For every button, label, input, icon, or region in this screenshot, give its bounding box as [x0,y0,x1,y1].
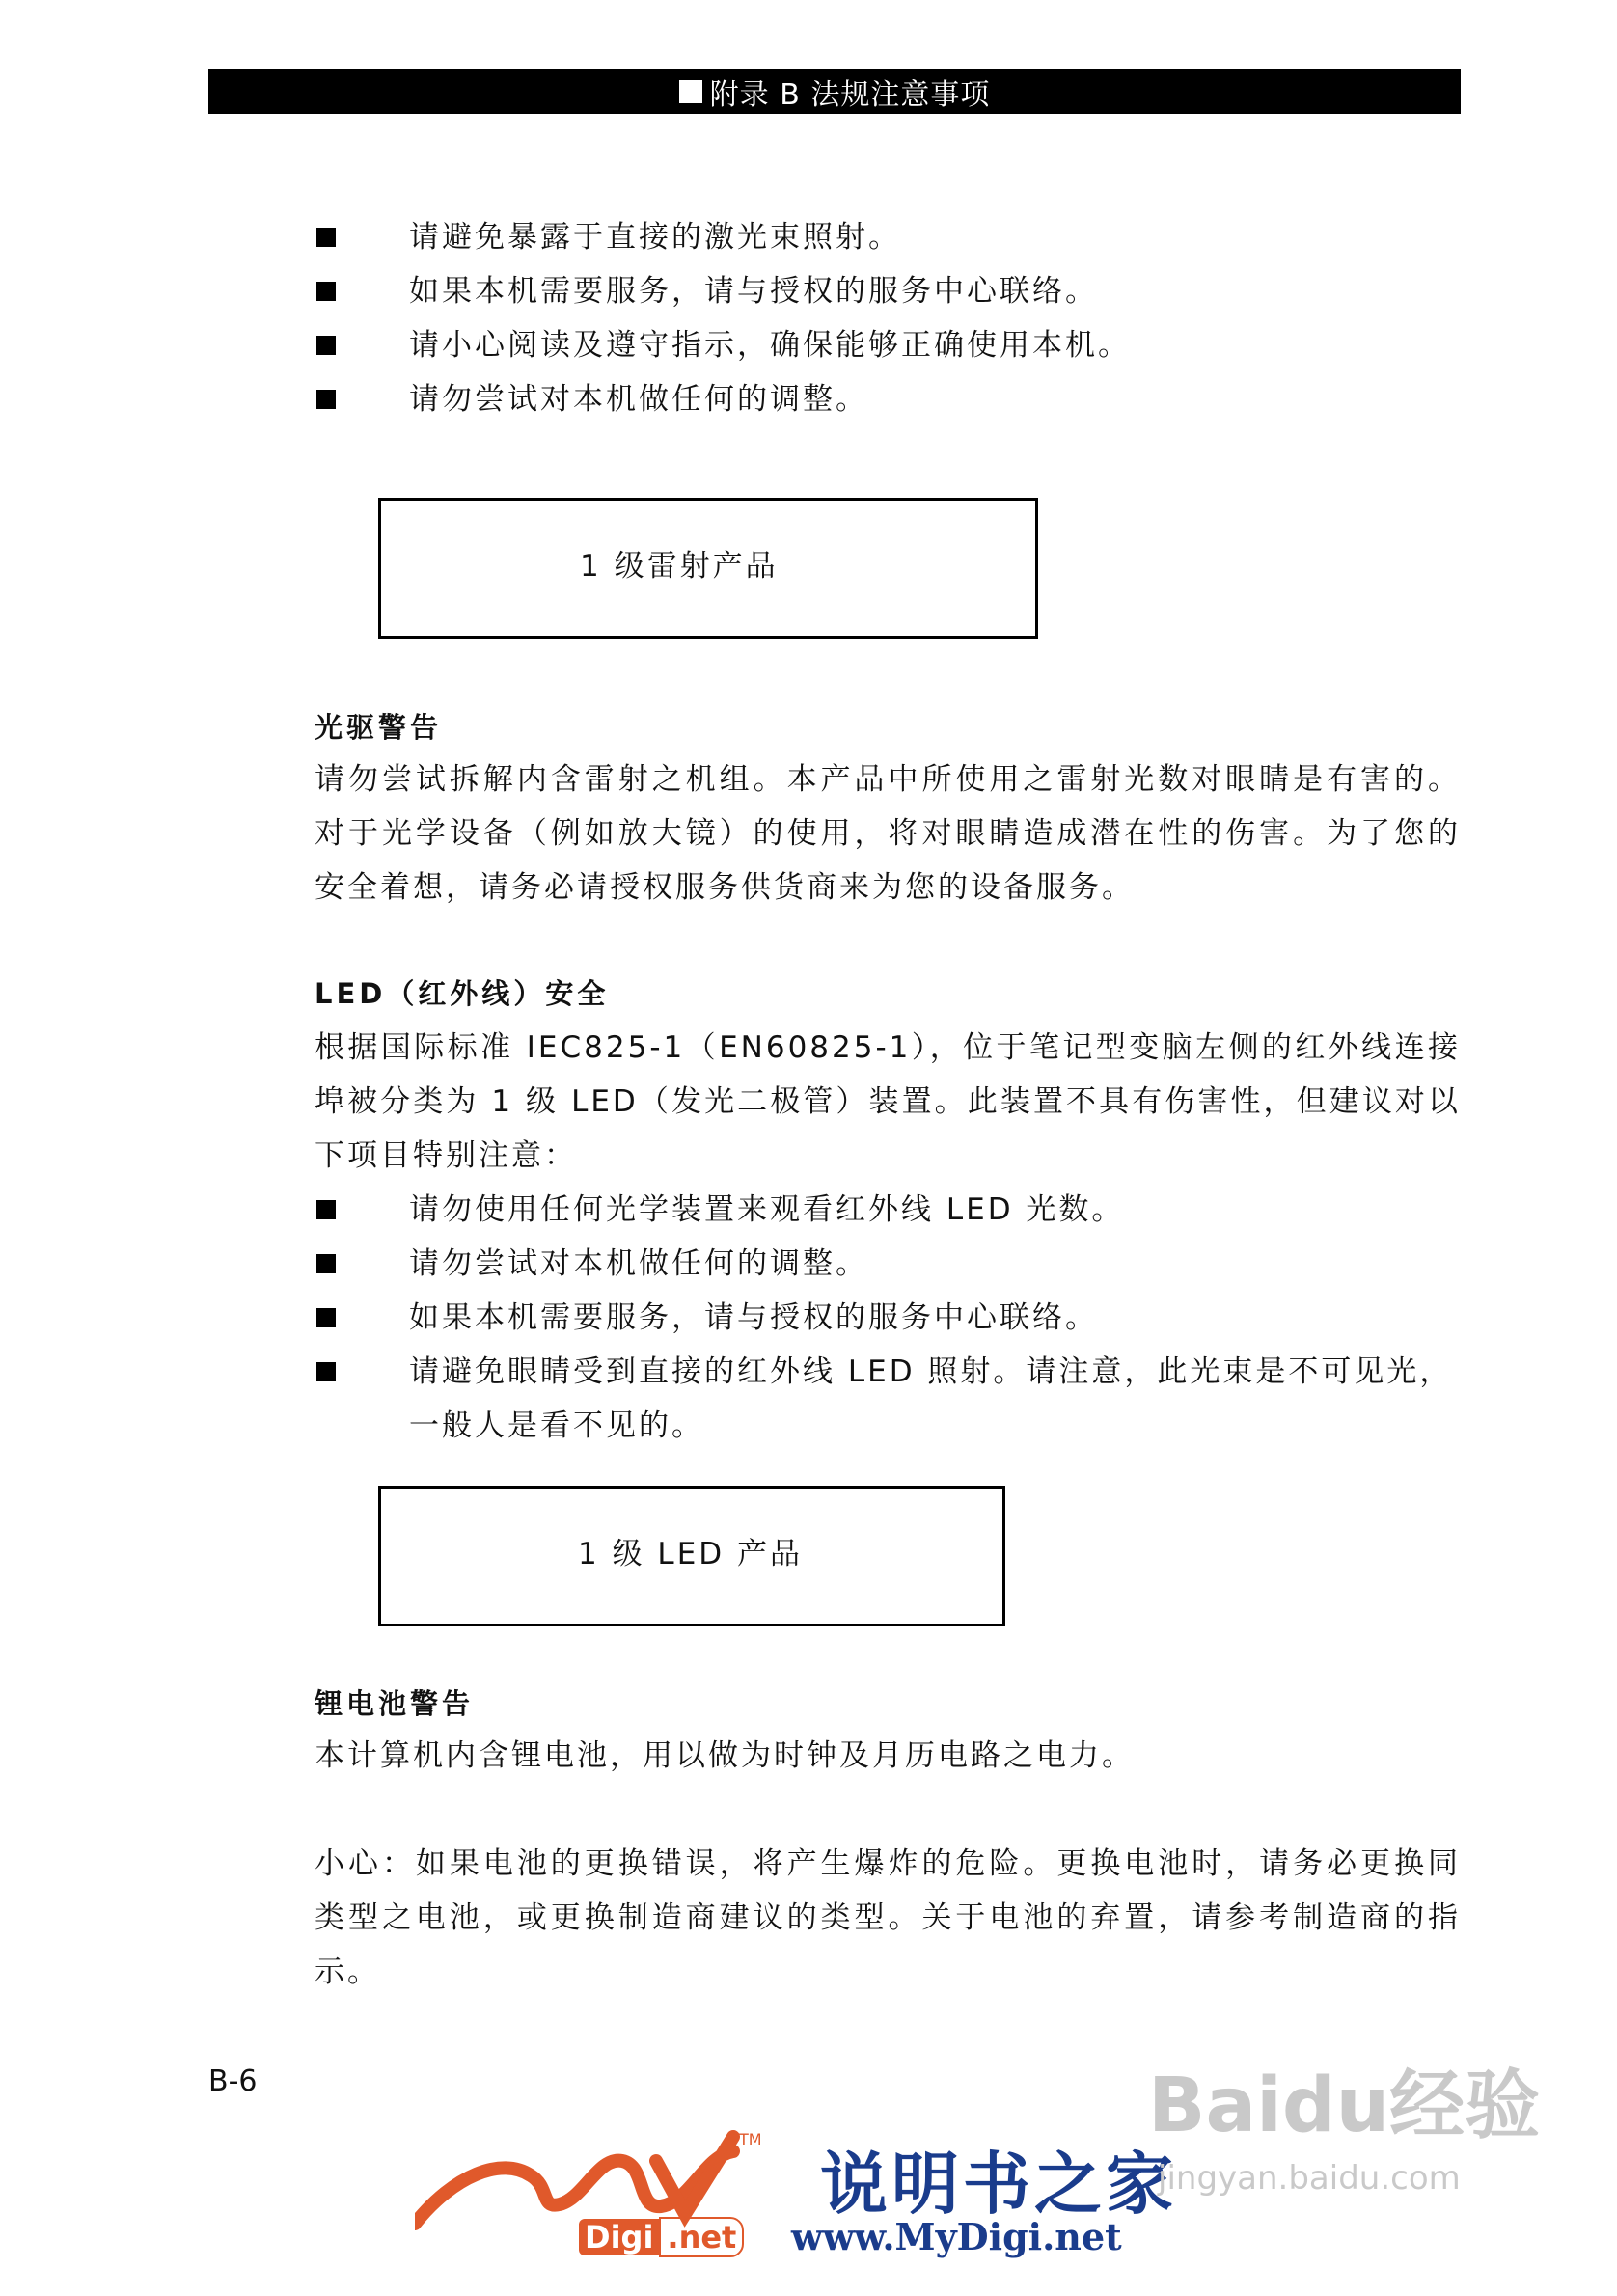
header-title: 附录 B 法规注意事项 [709,78,991,112]
list-item: 请勿尝试对本机做任何的调整。 [315,372,1470,426]
list-item: 如果本机需要服务，请与授权的服务中心联络。 [315,1291,1470,1345]
list-item: 如果本机需要服务，请与授权的服务中心联络。 [315,264,1470,318]
digi-badge: Digi .net [579,2219,744,2255]
led-safety-heading: LED（红外线）安全 [315,977,610,1010]
tm-mark: TM [739,2130,762,2148]
led-safety-body: 根据国际标准 IEC825-1（EN60825-1），位于笔记型变脑左侧的红外线连接埠被分类为 1 级 LED（发光二极管）装置。此装置不具有伤害性，但建议对以下项目特别注意： [315,1030,1461,1173]
bullet-icon [316,228,336,247]
mydigi-url: www.MyDigi.net [791,2215,1122,2258]
list-item: 请避免眼睛受到直接的红外线 LED 照射。请注意，此光束是不可见光，一般人是看不见的。 [315,1345,1470,1453]
bullet-icon [316,282,336,301]
square-icon [679,80,702,103]
list-item: 请勿使用任何光学装置来观看红外线 LED 光数。 [315,1183,1470,1237]
page-number: B-6 [208,2064,258,2098]
watermark-brand: Baidu经验 [1148,2063,1541,2149]
list-item: 请避免暴露于直接的激光束照射。 [315,210,1470,264]
battery-warning-body: 本计算机内含锂电池，用以做为时钟及月历电路之电力。 [315,1738,1135,1773]
battery-caution-body: 小心：如果电池的更换错误，将产生爆炸的危险。更换电池时，请务必更换同类型之电池，或更换制造商建议的类型。关于电池的弃置，请参考制造商的指示。 [315,1846,1461,1989]
laser-product-box: 1 级雷射产品 [378,498,1038,639]
led-bullet-list [315,1183,1470,1453]
led-product-box: 1 级 LED 产品 [378,1486,1005,1626]
bullet-icon [316,390,336,409]
list-item: 请勿尝试对本机做任何的调整。 [315,1237,1470,1291]
optical-warning-body: 请勿尝试拆解内含雷射之机组。本产品中所使用之雷射光数对眼睛是有害的。对于光学设备（例如放大镜）的使用，将对眼睛造成潜在性的伤害。为了您的安全着想，请务必请授权服务供货商来为您的设备服务。 [315,762,1461,905]
bullet-icon [316,1200,336,1219]
baidu-watermark [1148,2045,1541,2198]
bullet-icon [316,1308,336,1327]
bullet-icon [316,1254,336,1273]
watermark-site: jingyan.baidu.com [1158,2159,1461,2198]
page-header [208,69,1461,114]
laser-bullet-list [315,210,1470,426]
bullet-icon [316,1362,336,1381]
list-item: 请小心阅读及遵守指示，确保能够正确使用本机。 [315,318,1470,372]
optical-warning-heading: 光驱警告 [315,711,443,744]
bullet-icon [316,336,336,355]
battery-warning-heading: 锂电池警告 [315,1687,475,1720]
mydigi-title: 说明书之家 [820,2145,1177,2224]
